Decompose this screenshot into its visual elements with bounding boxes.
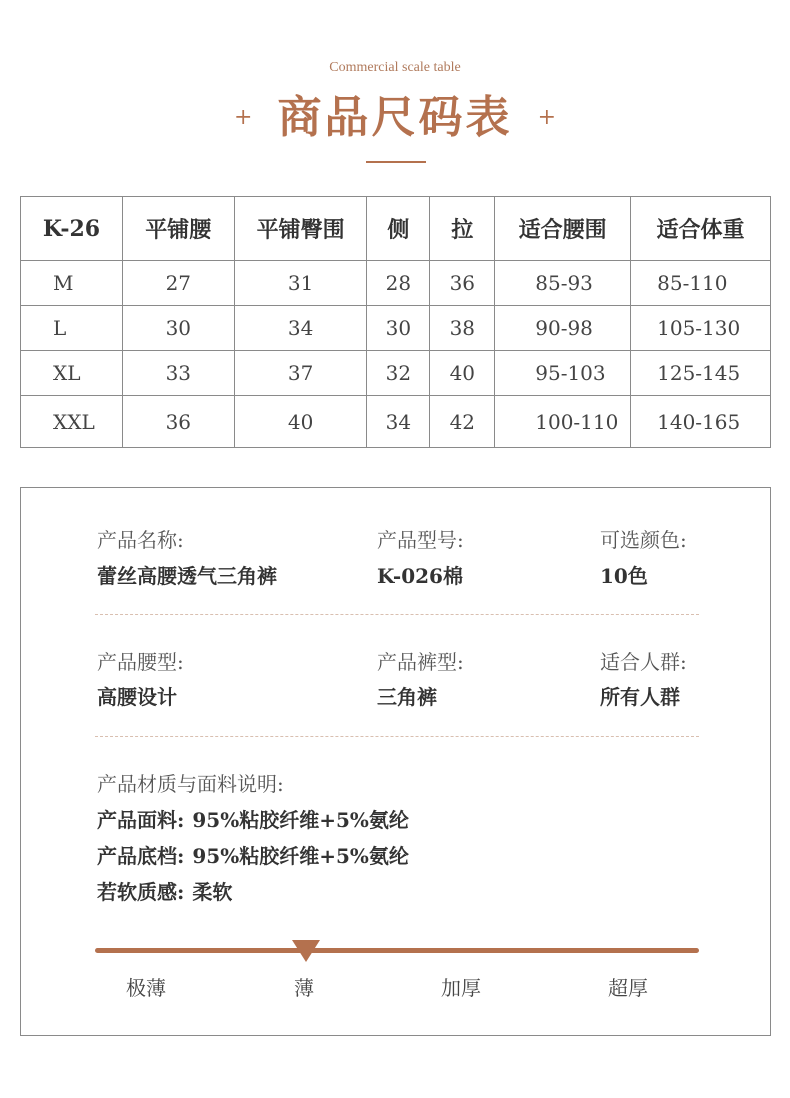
table-cell: 140-165 bbox=[631, 396, 771, 448]
header-stretch: 拉 bbox=[430, 197, 495, 261]
plus-decoration-right: + bbox=[537, 105, 557, 130]
table-cell: 90-98 bbox=[495, 306, 631, 351]
table-cell: 125-145 bbox=[631, 351, 771, 396]
fabric-line bbox=[97, 804, 409, 833]
table-row bbox=[21, 396, 771, 448]
subtitle: Commercial scale table bbox=[329, 60, 461, 75]
table-cell: 30 bbox=[122, 306, 234, 351]
thickness-option-extra-thick: 超厚 bbox=[608, 976, 648, 1000]
title-underline bbox=[366, 161, 426, 163]
pants-type-label: 产品裤型: bbox=[377, 650, 464, 674]
table-cell: 95-103 bbox=[495, 351, 631, 396]
header-flat-hip: 平铺臀围 bbox=[234, 197, 367, 261]
waist-type-value: 高腰设计 bbox=[97, 685, 177, 709]
softness-key: 若软质感: bbox=[97, 880, 185, 904]
table-row bbox=[21, 261, 771, 306]
crotch-line bbox=[97, 840, 409, 869]
table-cell: 85-110 bbox=[631, 261, 771, 306]
header-fit-weight: 适合体重 bbox=[631, 197, 771, 261]
size-table-header bbox=[21, 197, 771, 261]
table-cell: 30 bbox=[367, 306, 430, 351]
table-cell: 40 bbox=[430, 351, 495, 396]
colors-value: 10色 bbox=[600, 564, 648, 588]
material-heading: 产品材质与面料说明: bbox=[97, 772, 284, 796]
table-cell: 32 bbox=[367, 351, 430, 396]
fabric-value: 95%粘胶纤维+5%氨纶 bbox=[192, 808, 409, 832]
dashed-divider bbox=[95, 614, 699, 615]
table-cell: 42 bbox=[430, 396, 495, 448]
product-model-label: 产品型号: bbox=[377, 528, 464, 552]
page-title: 商品尺码表 bbox=[277, 92, 513, 143]
header-side: 侧 bbox=[367, 197, 430, 261]
thickness-option-thick: 加厚 bbox=[441, 976, 481, 1000]
table-cell: 85-93 bbox=[495, 261, 631, 306]
thickness-option-thin: 薄 bbox=[294, 976, 314, 1000]
target-people-value: 所有人群 bbox=[600, 685, 680, 709]
product-name-value: 蕾丝高腰透气三角裤 bbox=[97, 564, 277, 588]
softness-value: 柔软 bbox=[192, 880, 233, 904]
table-cell: 40 bbox=[234, 396, 367, 448]
softness-line bbox=[97, 876, 232, 905]
table-cell: 34 bbox=[367, 396, 430, 448]
thickness-option-extra-thin: 极薄 bbox=[126, 976, 166, 1000]
table-cell: 34 bbox=[234, 306, 367, 351]
size-cell: XXL bbox=[21, 396, 123, 448]
table-cell: 31 bbox=[234, 261, 367, 306]
colors-label: 可选颜色: bbox=[600, 528, 687, 552]
size-cell: M bbox=[21, 261, 123, 306]
table-cell: 38 bbox=[430, 306, 495, 351]
table-cell: 27 bbox=[122, 261, 234, 306]
fabric-key: 产品面料: bbox=[97, 808, 185, 832]
table-cell: 36 bbox=[122, 396, 234, 448]
thickness-scale-bar bbox=[95, 948, 699, 953]
table-row bbox=[21, 306, 771, 351]
header-flat-waist: 平铺腰 bbox=[122, 197, 234, 261]
thickness-marker-triangle-icon bbox=[292, 940, 320, 962]
product-name-label: 产品名称: bbox=[97, 528, 184, 552]
table-cell: 33 bbox=[122, 351, 234, 396]
size-cell: L bbox=[21, 306, 123, 351]
size-cell: XL bbox=[21, 351, 123, 396]
title-row bbox=[0, 88, 790, 148]
table-cell: 28 bbox=[367, 261, 430, 306]
waist-type-label: 产品腰型: bbox=[97, 650, 184, 674]
crotch-key: 产品底档: bbox=[97, 844, 185, 868]
size-table bbox=[20, 196, 771, 448]
table-cell: 37 bbox=[234, 351, 367, 396]
dashed-divider bbox=[95, 736, 699, 737]
table-cell: 36 bbox=[430, 261, 495, 306]
table-row bbox=[21, 351, 771, 396]
product-info-panel bbox=[20, 487, 771, 1036]
table-cell: 105-130 bbox=[631, 306, 771, 351]
table-cell: 100-110 bbox=[495, 396, 631, 448]
plus-decoration-left: + bbox=[233, 105, 253, 130]
product-model-value: K-026棉 bbox=[377, 564, 463, 588]
header-fit-waist: 适合腰围 bbox=[495, 197, 631, 261]
pants-type-value: 三角裤 bbox=[377, 685, 437, 709]
header-model: K-26 bbox=[21, 197, 123, 261]
target-people-label: 适合人群: bbox=[600, 650, 687, 674]
crotch-value: 95%粘胶纤维+5%氨纶 bbox=[192, 844, 409, 868]
